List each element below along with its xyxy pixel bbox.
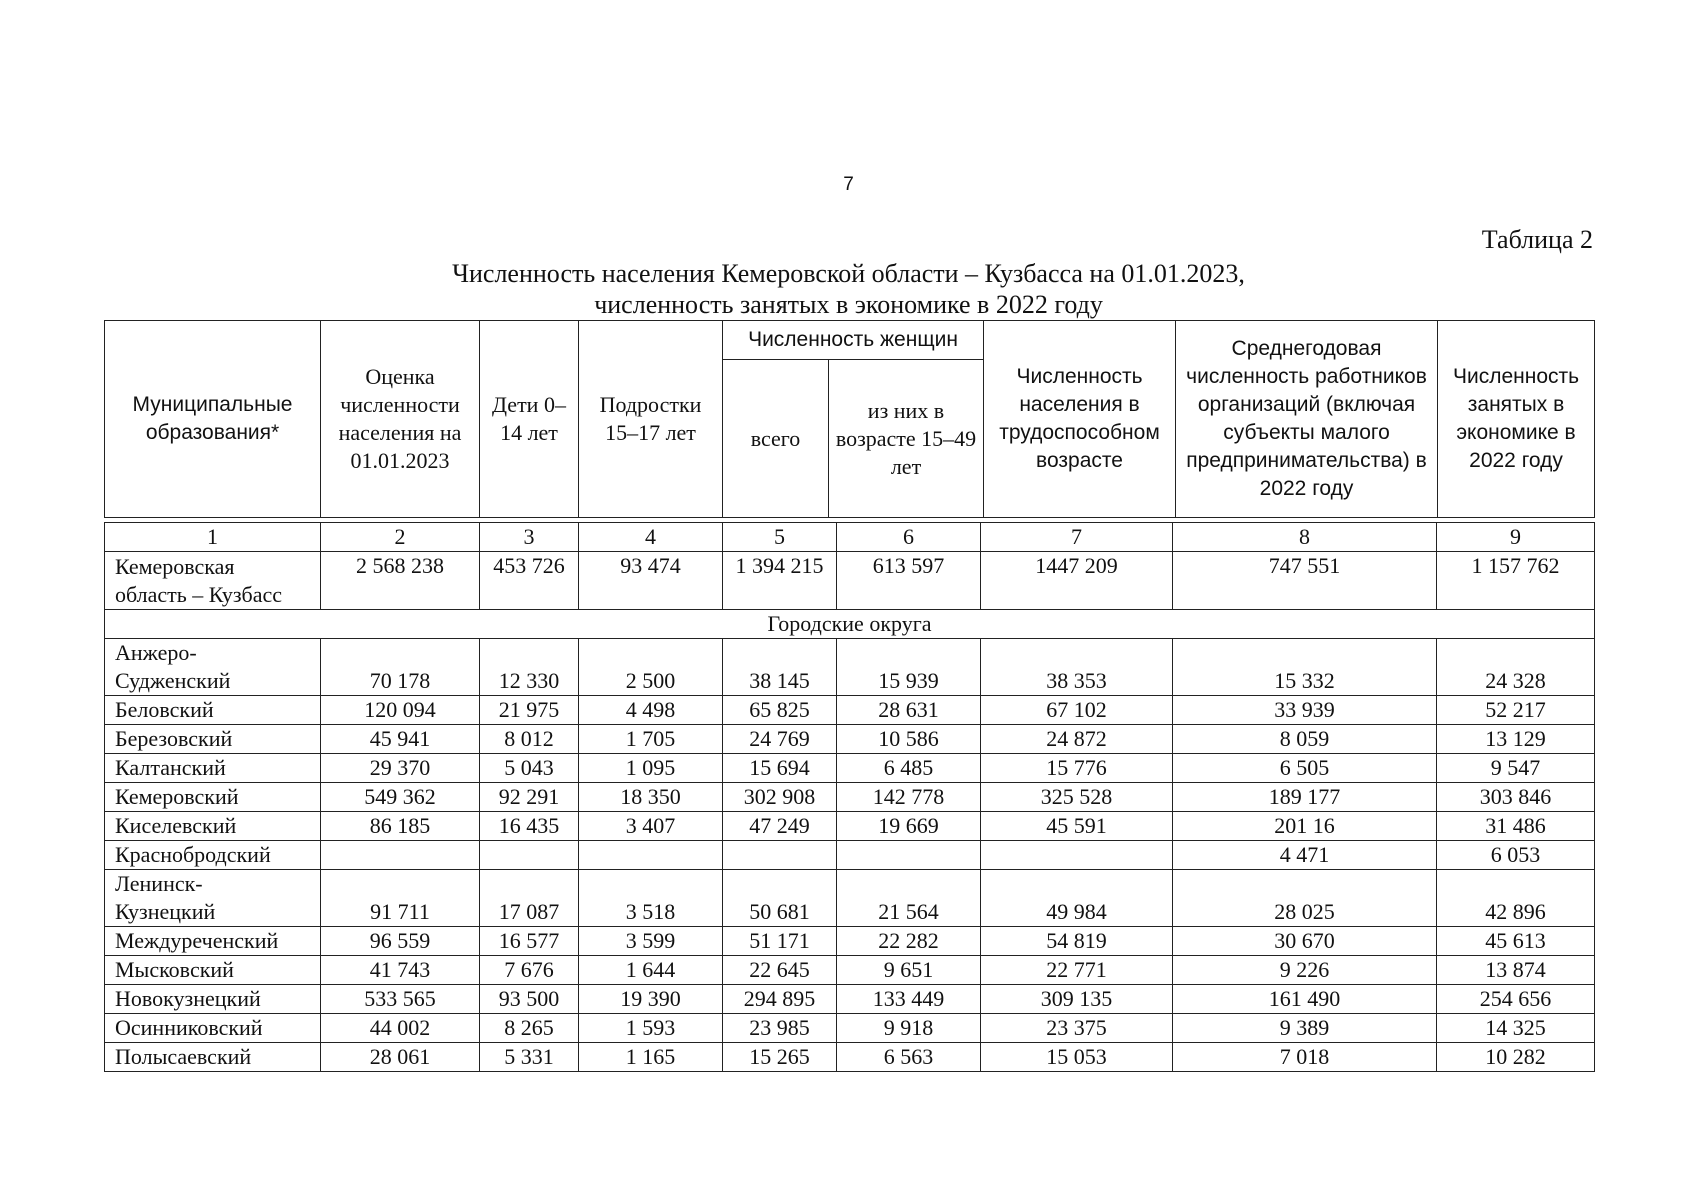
region-name-cell	[105, 552, 321, 610]
table-cell: 3 599	[579, 927, 723, 956]
table-cell: 9 651	[837, 956, 981, 985]
table-cell: 38 353	[981, 639, 1173, 696]
table-cell: 7 676	[480, 956, 579, 985]
column-number: 3	[480, 523, 579, 552]
table-row	[105, 725, 1595, 754]
table-cell: 16 435	[480, 812, 579, 841]
header-women-total: всего	[723, 360, 829, 518]
total-value: 1 394 215	[723, 552, 837, 610]
region-name-cont: область – Кузбасс	[115, 581, 282, 607]
column-number: 5	[723, 523, 837, 552]
header-working-age: Численность населения в трудоспособном возрасте	[984, 321, 1176, 518]
table-row	[105, 783, 1595, 812]
table-cell: 6 053	[1437, 841, 1595, 870]
table-cell: 24 769	[723, 725, 837, 754]
table-row	[105, 870, 1595, 927]
municipality-name-cell	[105, 956, 321, 985]
municipality-name-cell	[105, 783, 321, 812]
column-number: 8	[1173, 523, 1437, 552]
table-cell: 7 018	[1173, 1043, 1437, 1072]
table-cell: 29 370	[321, 754, 480, 783]
header-municipal: Муниципальные образования*	[105, 321, 321, 518]
table-cell: 15 939	[837, 639, 981, 696]
table-cell: 45 941	[321, 725, 480, 754]
table-cell: 19 390	[579, 985, 723, 1014]
header-table	[104, 320, 1595, 518]
table-cell: 30 670	[1173, 927, 1437, 956]
municipality-name-cell	[105, 985, 321, 1014]
table-cell: 16 577	[480, 927, 579, 956]
table-cell: 303 846	[1437, 783, 1595, 812]
total-value: 93 474	[579, 552, 723, 610]
column-number-row	[105, 523, 1595, 552]
total-row	[105, 552, 1595, 610]
total-value: 2 568 238	[321, 552, 480, 610]
table-cell: 23 375	[981, 1014, 1173, 1043]
municipality-name: Краснобродский	[115, 842, 271, 867]
municipality-name: Беловский	[115, 697, 214, 722]
table-cell: 31 486	[1437, 812, 1595, 841]
table-cell: 161 490	[1173, 985, 1437, 1014]
table-cell: 302 908	[723, 783, 837, 812]
municipality-name: Березовский	[115, 726, 233, 751]
table-cell: 24 872	[981, 725, 1173, 754]
table-cell	[480, 841, 579, 870]
municipality-name-cont: Судженский	[115, 668, 231, 693]
table-cell: 1 095	[579, 754, 723, 783]
table-cell: 22 645	[723, 956, 837, 985]
table-cell: 13 129	[1437, 725, 1595, 754]
table-cell: 15 053	[981, 1043, 1173, 1072]
municipality-name-cell	[105, 639, 321, 696]
table-cell	[981, 841, 1173, 870]
header-teens: Подростки 15–17 лет	[579, 321, 723, 518]
table-cell: 51 171	[723, 927, 837, 956]
table-cell: 4 471	[1173, 841, 1437, 870]
municipality-name: Калтанский	[115, 755, 226, 780]
municipality-name: Анжеро-	[115, 640, 197, 665]
total-value: 453 726	[480, 552, 579, 610]
table-cell: 201 16	[1173, 812, 1437, 841]
table-cell: 5 043	[480, 754, 579, 783]
municipality-name: Полысаевский	[115, 1044, 252, 1069]
table-cell: 86 185	[321, 812, 480, 841]
table-cell: 44 002	[321, 1014, 480, 1043]
table-label: Таблица 2	[1481, 225, 1593, 254]
table-cell: 6 563	[837, 1043, 981, 1072]
municipality-name: Кемеровский	[115, 784, 239, 809]
table-cell: 15 694	[723, 754, 837, 783]
table-cell: 8 265	[480, 1014, 579, 1043]
municipality-name-cell	[105, 696, 321, 725]
page-number: 7	[843, 174, 854, 195]
table-cell: 19 669	[837, 812, 981, 841]
data-table	[104, 522, 1595, 1072]
table-cell: 133 449	[837, 985, 981, 1014]
table-cell: 120 094	[321, 696, 480, 725]
column-number: 6	[837, 523, 981, 552]
table-cell: 15 265	[723, 1043, 837, 1072]
table-cell: 54 819	[981, 927, 1173, 956]
table-cell: 1 705	[579, 725, 723, 754]
table-cell: 15 332	[1173, 639, 1437, 696]
table-cell: 6 505	[1173, 754, 1437, 783]
table-cell: 15 776	[981, 754, 1173, 783]
header-women-15-49: из них в возрасте 15–49 лет	[829, 360, 984, 518]
municipality-name: Новокузнецкий	[115, 986, 261, 1011]
table-cell: 1 644	[579, 956, 723, 985]
table-cell: 325 528	[981, 783, 1173, 812]
municipality-name: Осинниковский	[115, 1015, 263, 1040]
table-cell: 38 145	[723, 639, 837, 696]
column-number: 4	[579, 523, 723, 552]
table-cell: 10 282	[1437, 1043, 1595, 1072]
municipality-name: Мысковский	[115, 957, 234, 982]
table-cell: 67 102	[981, 696, 1173, 725]
table-cell: 21 975	[480, 696, 579, 725]
table-row	[105, 927, 1595, 956]
table-row	[105, 639, 1595, 696]
table-cell: 6 485	[837, 754, 981, 783]
table-row	[105, 696, 1595, 725]
table-cell: 9 547	[1437, 754, 1595, 783]
table-cell: 41 743	[321, 956, 480, 985]
table-cell: 189 177	[1173, 783, 1437, 812]
table-row	[105, 812, 1595, 841]
table-row	[105, 1043, 1595, 1072]
table-title	[0, 258, 1697, 320]
table-cell: 294 895	[723, 985, 837, 1014]
table-cell: 70 178	[321, 639, 480, 696]
table-cell: 22 771	[981, 956, 1173, 985]
table-row	[105, 956, 1595, 985]
total-value: 1 157 762	[1437, 552, 1595, 610]
table-cell: 142 778	[837, 783, 981, 812]
table-cell: 309 135	[981, 985, 1173, 1014]
column-number: 1	[105, 523, 321, 552]
table-cell: 91 711	[321, 870, 480, 927]
municipality-name-cell	[105, 754, 321, 783]
table-cell: 96 559	[321, 927, 480, 956]
municipality-name-cell	[105, 1014, 321, 1043]
table-cell: 5 331	[480, 1043, 579, 1072]
table-cell: 50 681	[723, 870, 837, 927]
table-row	[105, 841, 1595, 870]
table-cell: 533 565	[321, 985, 480, 1014]
region-name: Кемеровская	[115, 553, 235, 579]
section-title: Городские округа	[105, 610, 1595, 639]
table-row	[105, 754, 1595, 783]
municipality-name-cont: Кузнецкий	[115, 899, 216, 924]
table-cell: 92 291	[480, 783, 579, 812]
table-cell: 13 874	[1437, 956, 1595, 985]
table-cell: 47 249	[723, 812, 837, 841]
table-cell	[723, 841, 837, 870]
table-cell: 21 564	[837, 870, 981, 927]
table-cell: 549 362	[321, 783, 480, 812]
table-cell: 65 825	[723, 696, 837, 725]
table-cell: 45 591	[981, 812, 1173, 841]
table-row	[105, 985, 1595, 1014]
header-avg-employees: Среднегодовая численность работников организаций (включая субъекты малого предпринимательства) в 2022 году	[1176, 321, 1438, 518]
column-number: 7	[981, 523, 1173, 552]
table-cell: 22 282	[837, 927, 981, 956]
header-employed: Численность занятых в экономике в 2022 году	[1438, 321, 1595, 518]
table-cell: 28 631	[837, 696, 981, 725]
table-cell	[579, 841, 723, 870]
table-cell: 10 586	[837, 725, 981, 754]
municipality-name: Ленинск-	[115, 871, 203, 896]
title-line-2: численность занятых в экономике в 2022 году	[594, 290, 1103, 319]
table-cell: 2 500	[579, 639, 723, 696]
municipality-name-cell	[105, 870, 321, 927]
table-cell: 1 165	[579, 1043, 723, 1072]
municipality-name-cell	[105, 927, 321, 956]
table-cell: 52 217	[1437, 696, 1595, 725]
municipality-name-cell	[105, 1043, 321, 1072]
total-value: 1447 209	[981, 552, 1173, 610]
table-cell	[837, 841, 981, 870]
header-population-estimate: Оценка численности населения на 01.01.2023	[321, 321, 480, 518]
table-cell: 3 407	[579, 812, 723, 841]
table-cell: 45 613	[1437, 927, 1595, 956]
municipality-name: Киселевский	[115, 813, 237, 838]
title-line-1: Численность населения Кемеровской области – Кузбасса на 01.01.2023,	[452, 259, 1245, 288]
table-cell: 28 025	[1173, 870, 1437, 927]
table-cell: 33 939	[1173, 696, 1437, 725]
table-cell: 49 984	[981, 870, 1173, 927]
table-cell: 28 061	[321, 1043, 480, 1072]
header-women-group: Численность женщин	[723, 321, 984, 360]
table-cell: 9 226	[1173, 956, 1437, 985]
table-row	[105, 1014, 1595, 1043]
table-cell: 24 328	[1437, 639, 1595, 696]
table-cell: 254 656	[1437, 985, 1595, 1014]
table-cell: 4 498	[579, 696, 723, 725]
section-row	[105, 610, 1595, 639]
table-cell: 1 593	[579, 1014, 723, 1043]
column-number: 2	[321, 523, 480, 552]
total-value: 613 597	[837, 552, 981, 610]
table-cell: 8 059	[1173, 725, 1437, 754]
municipality-name: Междуреченский	[115, 928, 279, 953]
table-cell: 3 518	[579, 870, 723, 927]
column-number: 9	[1437, 523, 1595, 552]
table-cell	[321, 841, 480, 870]
table-cell: 9 918	[837, 1014, 981, 1043]
table-cell: 12 330	[480, 639, 579, 696]
table-cell: 23 985	[723, 1014, 837, 1043]
table-cell: 14 325	[1437, 1014, 1595, 1043]
table-cell: 93 500	[480, 985, 579, 1014]
municipality-name-cell	[105, 841, 321, 870]
municipality-name-cell	[105, 812, 321, 841]
header-children: Дети 0–14 лет	[480, 321, 579, 518]
table-cell: 18 350	[579, 783, 723, 812]
table-cell: 8 012	[480, 725, 579, 754]
table-cell: 17 087	[480, 870, 579, 927]
municipality-name-cell	[105, 725, 321, 754]
table-cell: 42 896	[1437, 870, 1595, 927]
table-cell: 9 389	[1173, 1014, 1437, 1043]
total-value: 747 551	[1173, 552, 1437, 610]
